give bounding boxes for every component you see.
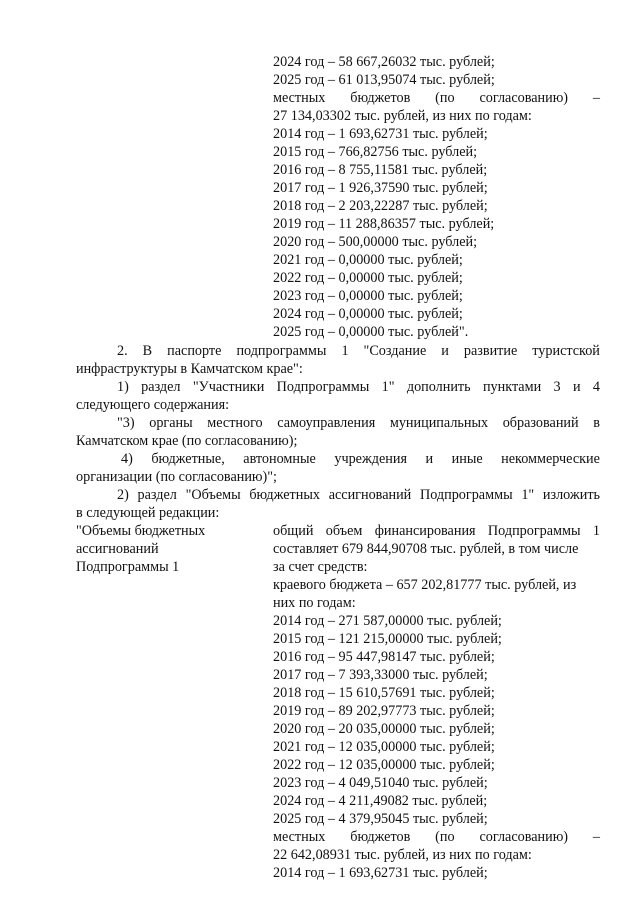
regional-budget-line-1: краевого бюджета – 657 202,81777 тыс. рублей, из xyxy=(273,577,577,593)
word: бюджетов xyxy=(350,829,411,845)
word: развитие xyxy=(463,343,518,359)
word: раздел xyxy=(137,487,177,503)
word: и xyxy=(441,343,449,359)
word: 3 xyxy=(553,379,561,395)
year-line: 2025 год – 0,00000 тыс. рублей". xyxy=(273,324,469,340)
item-1-line-2: следующего содержания: xyxy=(76,397,230,413)
local-budget-total: 22 642,08931 тыс. рублей, из них по годам: xyxy=(273,847,532,863)
word: "Создание xyxy=(363,343,427,359)
table-label-line: ассигнований xyxy=(76,541,159,557)
word: в xyxy=(593,415,600,431)
year-line: 2023 год – 0,00000 тыс. рублей; xyxy=(273,288,463,304)
year-line: 2016 год – 8 755,11581 тыс. рублей; xyxy=(273,162,488,178)
word: автономные xyxy=(243,451,316,467)
word: "Участники xyxy=(192,379,265,395)
word: "3) xyxy=(117,415,135,431)
word: – xyxy=(592,90,600,106)
year-line: 2019 год – 11 288,86357 тыс. рублей; xyxy=(273,216,495,232)
year-line: 2017 год – 1 926,37590 тыс. рублей; xyxy=(273,180,488,196)
table-label-line: Подпрограммы 1 xyxy=(76,559,180,575)
year-line: 2015 год – 766,82756 тыс. рублей; xyxy=(273,144,478,160)
year-line: 2020 год – 500,00000 тыс. рублей; xyxy=(273,234,478,250)
year-line: 2018 год – 2 203,22287 тыс. рублей; xyxy=(273,198,488,214)
word: иные xyxy=(451,451,483,467)
word: местных xyxy=(273,829,326,845)
word: (по xyxy=(435,829,455,845)
year-line: 2023 год – 4 049,51040 тыс. рублей; xyxy=(273,775,488,791)
item-4-line-1 xyxy=(121,451,600,469)
word: учреждения xyxy=(334,451,408,467)
local-budget-header xyxy=(273,829,600,847)
word: 1 xyxy=(341,343,349,359)
word: Подпрограммы xyxy=(487,523,581,539)
word: органы xyxy=(149,415,193,431)
year-line: 2021 год – 0,00000 тыс. рублей; xyxy=(273,252,463,268)
word: 1" xyxy=(381,379,395,395)
year-line: 2018 год – 15 610,57691 тыс. рублей; xyxy=(273,685,495,701)
paragraph-2-line-1 xyxy=(117,343,600,361)
year-line: 2024 год – 0,00000 тыс. рублей; xyxy=(273,306,463,322)
item-3-line-1 xyxy=(117,415,600,433)
word: дополнить xyxy=(406,379,471,395)
word: бюджетные, xyxy=(151,451,225,467)
word: некоммерческие xyxy=(501,451,600,467)
year-line: 2015 год – 121 215,00000 тыс. рублей; xyxy=(273,631,502,647)
word: общий xyxy=(273,523,314,539)
word: В xyxy=(142,343,153,359)
word: Подпрограммы xyxy=(276,379,370,395)
word: образований xyxy=(502,415,579,431)
local-budget-header xyxy=(273,90,600,108)
word: согласованию) xyxy=(479,90,569,106)
word: финансирования xyxy=(374,523,476,539)
item-4-line-2: организации (по согласованию)"; xyxy=(76,469,277,485)
word: и xyxy=(425,451,434,467)
table-label-line: "Объемы бюджетных xyxy=(76,523,206,539)
year-line: 2022 год – 0,00000 тыс. рублей; xyxy=(273,270,463,286)
year-line: 2014 год – 1 693,62731 тыс. рублей; xyxy=(273,865,488,881)
word: Подпрограммы xyxy=(419,487,513,503)
word: бюджетов xyxy=(350,90,411,106)
word: и xyxy=(572,379,581,395)
year-line: 2022 год – 12 035,00000 тыс. рублей; xyxy=(273,757,495,773)
word: 2. xyxy=(117,343,128,359)
word: согласованию) xyxy=(479,829,569,845)
word: (по xyxy=(435,90,455,106)
year-line: 2021 год – 12 035,00000 тыс. рублей; xyxy=(273,739,495,755)
word: местных xyxy=(273,90,326,106)
word: 1) xyxy=(117,379,129,395)
local-budget-total: 27 134,03302 тыс. рублей, из них по годам: xyxy=(273,108,532,124)
word: 1" xyxy=(521,487,535,503)
year-line: 2014 год – 271 587,00000 тыс. рублей; xyxy=(273,613,502,629)
item-2-line-2: в следующей редакции: xyxy=(76,505,220,521)
word: местного xyxy=(207,415,263,431)
item-3-line-2: Камчатском крае (по согласованию); xyxy=(76,433,298,449)
word: "Объемы xyxy=(185,487,241,503)
year-line: 2017 год – 7 393,33000 тыс. рублей; xyxy=(273,667,488,683)
word: пунктами xyxy=(482,379,542,395)
year-line: 2016 год – 95 447,98147 тыс. рублей; xyxy=(273,649,495,665)
year-line: 2014 год – 1 693,62731 тыс. рублей; xyxy=(273,126,488,142)
word: самоуправления xyxy=(277,415,376,431)
word: 4 xyxy=(592,379,600,395)
total-financing-line-1 xyxy=(273,523,600,541)
year-line: 2024 год – 4 211,49082 тыс. рублей; xyxy=(273,793,488,809)
word: 1 xyxy=(592,523,600,539)
paragraph-2-line-2: инфраструктуры в Камчатском крае": xyxy=(76,361,303,377)
word: туристской xyxy=(532,343,600,359)
word: паспорте xyxy=(167,343,222,359)
word: изложить xyxy=(542,487,600,503)
year-line: 2019 год – 89 202,97773 тыс. рублей; xyxy=(273,703,495,719)
text-line: 2024 год – 58 667,26032 тыс. рублей; xyxy=(273,54,495,70)
word: подпрограммы xyxy=(236,343,327,359)
word: 4) xyxy=(121,451,133,467)
word: 2) xyxy=(117,487,129,503)
year-line: 2025 год – 4 379,95045 тыс. рублей; xyxy=(273,811,488,827)
word: бюджетных xyxy=(249,487,320,503)
item-2-line-1 xyxy=(117,487,600,505)
word: ассигнований xyxy=(328,487,412,503)
total-financing-line-3: за счет средств: xyxy=(273,559,368,575)
word: – xyxy=(592,829,600,845)
regional-budget-line-2: них по годам: xyxy=(273,595,356,611)
year-line: 2020 год – 20 035,00000 тыс. рублей; xyxy=(273,721,495,737)
item-1-line-1 xyxy=(117,379,600,397)
total-financing-line-2: составляет 679 844,90708 тыс. рублей, в том числе xyxy=(273,541,579,557)
word: объем xyxy=(325,523,363,539)
text-line: 2025 год – 61 013,95074 тыс. рублей; xyxy=(273,72,495,88)
word: муниципальных xyxy=(389,415,489,431)
word: раздел xyxy=(141,379,181,395)
